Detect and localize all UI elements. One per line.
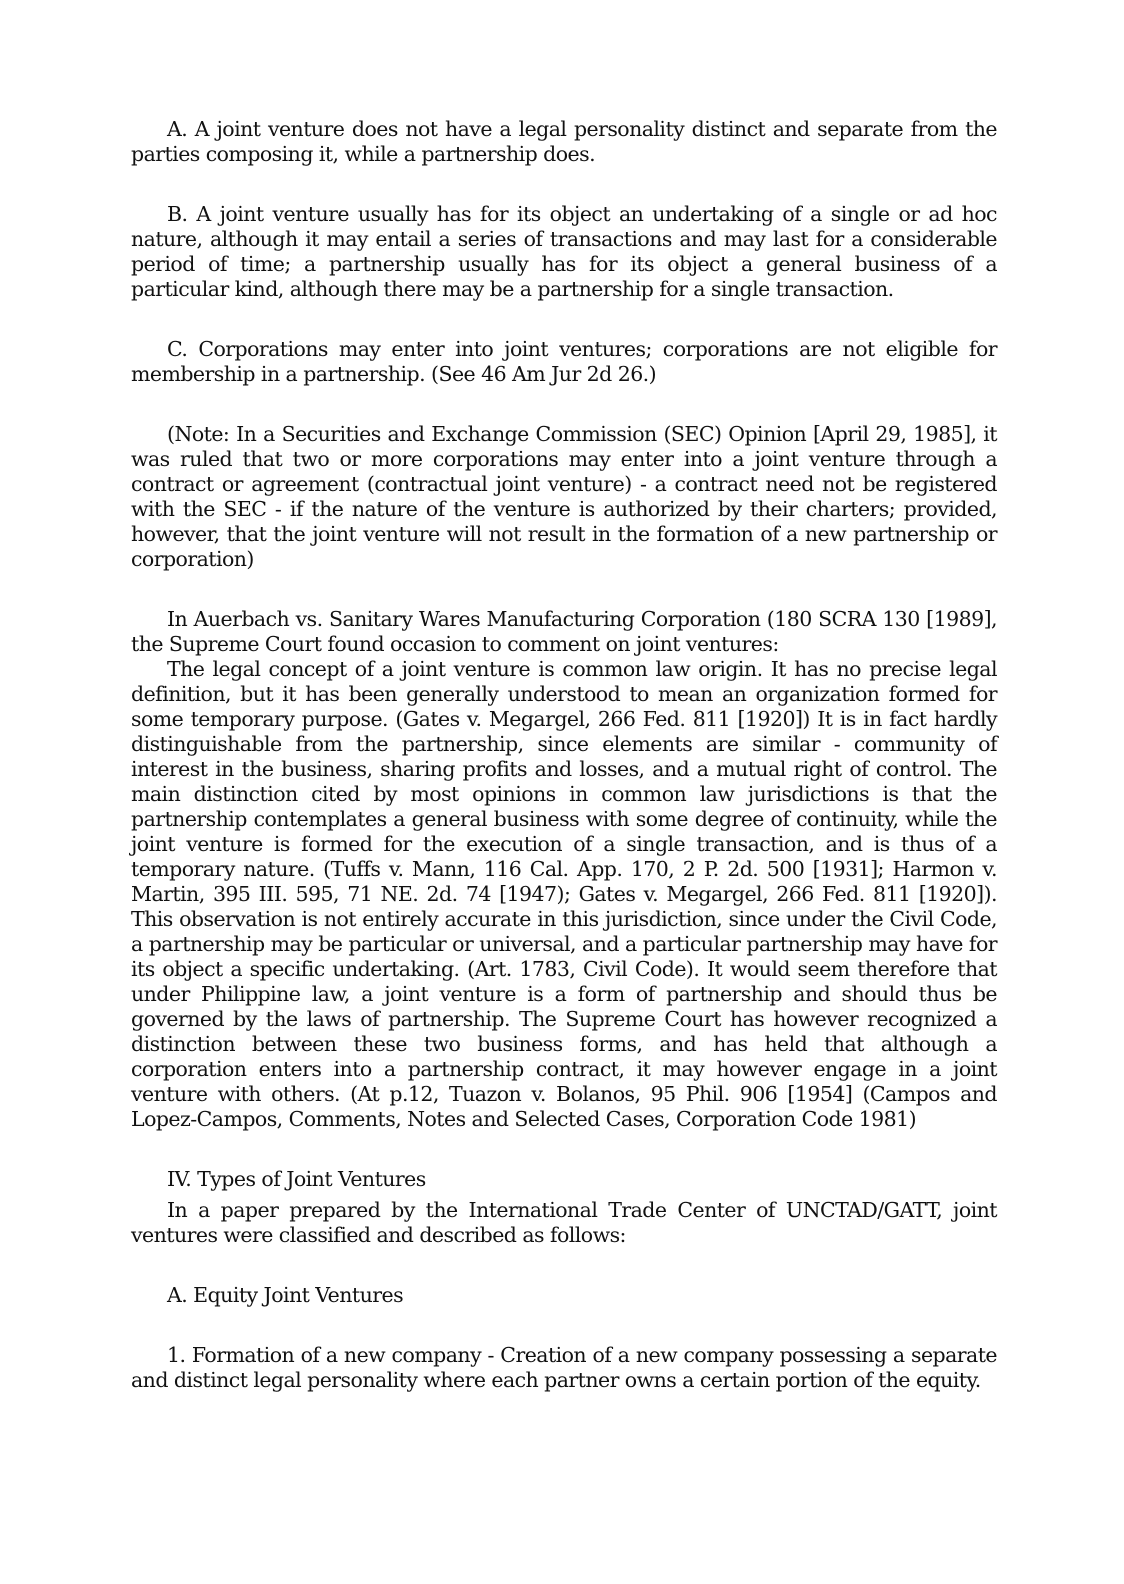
- paragraph-auerbach-intro: In Auerbach vs. Sanitary Wares Manufacturing Corporation (180 SCRA 130 [1989], the Supreme Court found occasion to comment on joint ventures:: [131, 607, 997, 656]
- document-page: [131, 117, 997, 1393]
- paragraph-distinction-c: C. Corporations may enter into joint ventures; corporations are not eligible for membership in a partnership. (See 46 Am Jur 2d 26.): [131, 337, 997, 386]
- section-heading-types: IV. Types of Joint Ventures: [167, 1167, 426, 1191]
- paragraph-new-company: 1. Formation of a new company - Creation of a new company possessing a separate and distinct legal personality where each partner owns a certain portion of the equity.: [131, 1343, 997, 1392]
- paragraph-unctad-intro: In a paper prepared by the International Trade Center of UNCTAD/GATT, joint ventures were classified and described as follows:: [131, 1198, 997, 1247]
- paragraph-distinction-b: B. A joint venture usually has for its object an undertaking of a single or ad hoc nature, although it may entail a series of transactions and may last for a considerable period of time; a partnership usually has for its object a general business of a particular kind, although there may be a partnership for a single transaction.: [131, 202, 997, 301]
- subheading-equity-joint-ventures: A. Equity Joint Ventures: [167, 1283, 404, 1307]
- paragraph-distinction-a: A. A joint venture does not have a legal personality distinct and separate from the parties composing it, while a partnership does.: [131, 117, 997, 166]
- paragraph-auerbach-quote: The legal concept of a joint venture is common law origin. It has no precise legal definition, but it has been generally understood to mean an organization formed for some temporary purpose. (Gates v. Megargel, 266 Fed. 811 [1920]) It is in fact hardly distinguishable from the partnership, since elements are similar - community of interest in the business, sharing profits and losses, and a mutual right of control. The main distinction cited by most opinions in common law jurisdictions is that the partnership contemplates a general business with some degree of continuity, while the joint venture is formed for the execution of a single transaction, and is thus of a temporary nature. (Tuffs v. Mann, 116 Cal. App. 170, 2 P. 2d. 500 [1931]; Harmon v. Martin, 395 III. 595, 71 NE. 2d. 74 [1947); Gates v. Megargel, 266 Fed. 811 [1920]). This observation is not entirely accurate in this jurisdiction, since under the Civil Code, a partnership may be particular or universal, and a particular partnership may have for its object a specific undertaking. (Art. 1783, Civil Code). It would seem therefore that under Philippine law, a joint venture is a form of partnership and should thus be governed by the laws of partnership. The Supreme Court has however recognized a distinction between these two business forms, and has held that although a corporation enters into a partnership contract, it may however engage in a joint venture with others. (At p.12, Tuazon v. Bolanos, 95 Phil. 906 [1954] (Campos and Lopez-Campos, Comments, Notes and Selected Cases, Corporation Code 1981): [131, 657, 997, 1131]
- paragraph-sec-note: (Note: In a Securities and Exchange Commission (SEC) Opinion [April 29, 1985], it was ruled that two or more corporations may enter into a joint venture through a contract or agreement (contractual joint venture) - a contract need not be registered with the SEC - if the nature of the venture is authorized by their charters; provided, however, that the joint venture will not result in the formation of a new partnership or corporation): [131, 422, 997, 571]
